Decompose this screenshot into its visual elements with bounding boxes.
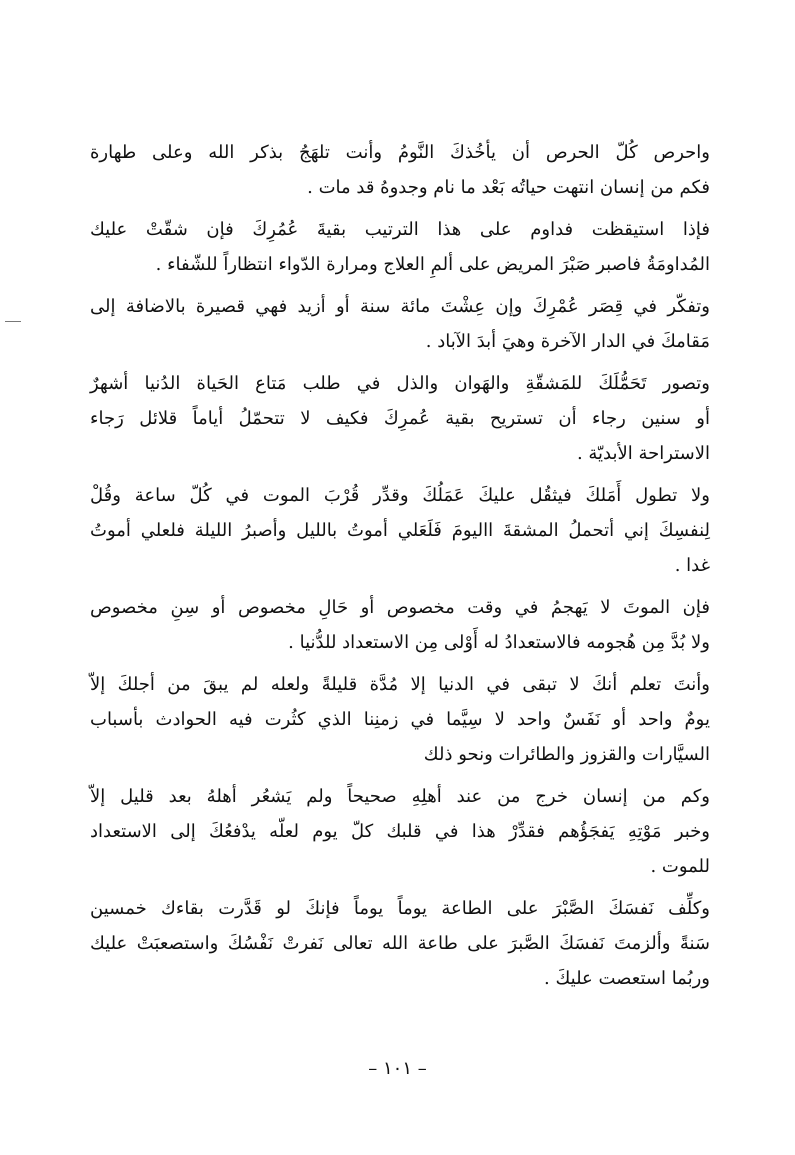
paragraph-8 bbox=[90, 779, 710, 884]
text-line: وكم من إنسان خرج من عند أهلِهِ صحيحاً ولم يَشعُر أهلهُ بعد قليل إلاّ bbox=[90, 786, 710, 807]
text-line: فكم من إنسان انتهت حياتُه بَعْد ما نام وجدوهُ قد مات . bbox=[307, 177, 710, 198]
paragraph-7 bbox=[90, 667, 710, 772]
text-line: المُداومَةُ فاصبر صَبْرَ المريض على ألمِ العلاج ومرارة الدّواء انتظاراً للشّفاء . bbox=[155, 254, 710, 275]
text-line: واحرص كُلّ الحرص أن يأخُذكَ النَّومُ وأنت تلهَجُ بذكر الله وعلى طهارة bbox=[90, 142, 710, 163]
text-line: يومٌ واحد أو نَفَسٌ واحد لا سِيَّما في زمنِنا الذي كثُرت فيه الحوادث بأسباب bbox=[90, 709, 710, 730]
text-line: فإذا استيقظت فداوم على هذا الترتيب بقيةَ عُمُرِكَ فإن شقّتْ عليك bbox=[90, 219, 710, 240]
text-line: غدا . bbox=[674, 555, 710, 576]
paragraph-3 bbox=[90, 289, 710, 359]
paragraph-9 bbox=[90, 891, 710, 996]
text-line: للموت . bbox=[650, 856, 710, 877]
text-line: سَنةً وألزمتَ نَفسَكَ الصَّبرَ على طاعة الله تعالى نَفرتْ نَفْسُكَ واستصعبَتْ عليك bbox=[90, 933, 710, 954]
text-line: السيَّارات والقزوز والطائرات ونحو ذلك bbox=[423, 744, 710, 765]
text-line: وخبر مَوْتِهِ يَفجَؤُهم فقدِّرْ هذا في قلبك كلّ يوم لعلّه يدْفعُكَ إلى الاستعداد bbox=[90, 821, 710, 842]
paragraph-5 bbox=[90, 478, 710, 583]
text-line: وتفكّر في قِصَر عُمْرِكَ وإن عِشْتَ مائة سنة أو أزيد فهي قصيرة بالاضافة إلى bbox=[90, 296, 710, 317]
text-line: وكلِّف نَفسَكَ الصَّبْرَ على الطاعة يوماً يوماً فإنكَ لو قَدَّرت بقاءك خمسين bbox=[90, 898, 710, 919]
text-line: وربُما استعصت عليكَ . bbox=[544, 968, 710, 989]
text-line: مَقامكَ في الدار الآخرة وهيَ أبدَ الآباد . bbox=[425, 331, 710, 352]
text-line: ولا تطول أَمَلكَ فيثقُل عليكَ عَمَلُكَ وقدِّر قُرْبَ الموت في كُلّ ساعة وقُلْ bbox=[90, 485, 710, 506]
text-line: الاستراحة الأبديّة . bbox=[576, 443, 710, 464]
page-number: – ١٠١ – bbox=[368, 1058, 427, 1079]
text-line: ولا بُدَّ مِن هُجومه فالاستعدادُ له أَوْلى مِن الاستعداد للدُّنيا . bbox=[288, 632, 710, 653]
paragraph-4 bbox=[90, 366, 710, 471]
text-line: أو سنين رجاء أن تستريح بقية عُمرِكَ فكيف لا تتحمّلُ أياماً قلائل رَجاء bbox=[90, 408, 710, 429]
paragraph-1 bbox=[90, 135, 710, 205]
text-line: وتصور تَحَمُّلَكَ للمَشقّةِ والهَوان والذل في طلب مَتاع الحَياة الدُنيا أشهرٌ bbox=[90, 373, 710, 394]
text-line: وأنتَ تعلم أنكَ لا تبقى في الدنيا إلا مُدَّة قليلةً ولعله لم يبقَ من أجلكَ إلاّ bbox=[90, 674, 710, 695]
text-line: لِنفسِكَ إني أتحملُ المشقةَ االيومَ فَلَعَلي أموتُ بالليل وأصبرُ الليلة فلعلي أموتُ bbox=[90, 520, 710, 541]
page-body bbox=[90, 135, 710, 1135]
paragraph-2 bbox=[90, 212, 710, 282]
paragraph-6 bbox=[90, 590, 710, 660]
text-line: فإن الموتَ لا يَهجمُ في وقت مخصوص أو حَالِ مخصوص أو سِنِ مخصوص bbox=[90, 597, 710, 618]
margin-mark bbox=[5, 321, 21, 322]
